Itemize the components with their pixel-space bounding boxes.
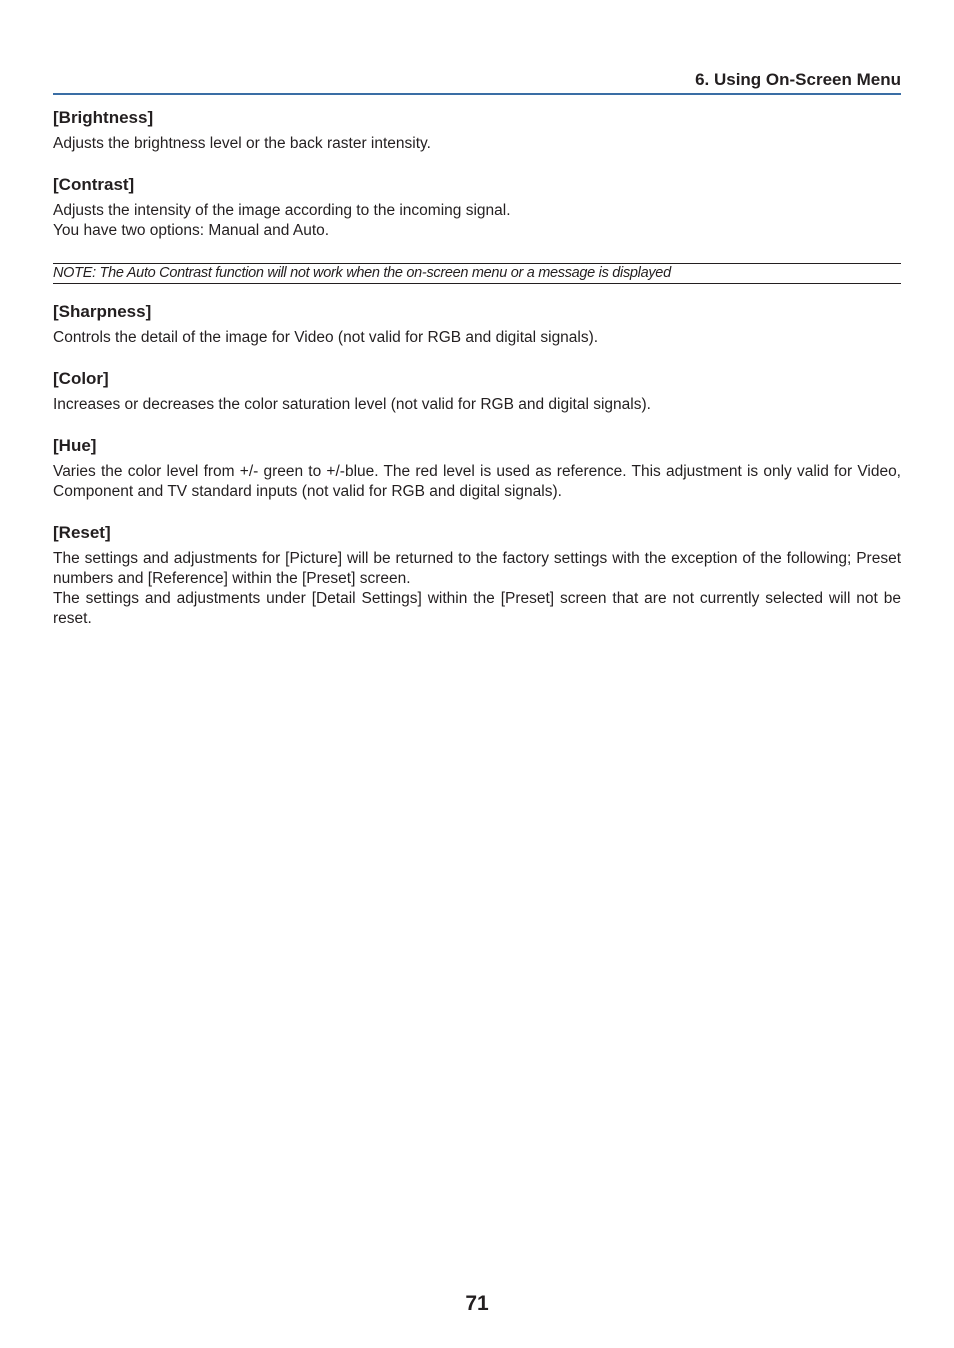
section-body	[53, 462, 901, 502]
paragraph: Varies the color level from +/- green to +/-blue. The red level is used as reference. This adjustment is only valid for Video, Component and TV standard inputs (not valid for RGB and digital signals).	[53, 463, 901, 500]
document-page	[53, 0, 901, 1348]
section-body	[53, 549, 901, 629]
section-title: [Brightness]	[53, 108, 154, 127]
section-hue	[53, 436, 901, 502]
section-sharpness	[53, 302, 901, 348]
section-contrast	[53, 175, 901, 241]
section-title: [Sharpness]	[53, 302, 152, 321]
section-body	[53, 328, 901, 348]
running-header: 6. Using On-Screen Menu	[695, 70, 901, 89]
section-brightness	[53, 108, 901, 154]
section-title: [Hue]	[53, 436, 97, 455]
section-reset	[53, 523, 901, 629]
section-body	[53, 134, 901, 154]
paragraph: Adjusts the intensity of the image according to the incoming signal.	[53, 202, 511, 219]
paragraph: You have two options: Manual and Auto.	[53, 222, 330, 239]
page-number: 71	[465, 1292, 489, 1315]
section-title: [Color]	[53, 369, 109, 388]
paragraph: Adjusts the brightness level or the back raster intensity.	[53, 135, 431, 152]
header-rule	[53, 93, 901, 95]
paragraph: Controls the detail of the image for Video (not valid for RGB and digital signals).	[53, 329, 599, 346]
note-box: NOTE: The Auto Contrast function will not work when the on-screen menu or a message is displayed	[53, 263, 901, 284]
paragraph: Increases or decreases the color saturation level (not valid for RGB and digital signals).	[53, 396, 651, 413]
section-color	[53, 369, 901, 415]
section-body	[53, 201, 901, 241]
section-title: [Reset]	[53, 523, 111, 542]
section-body	[53, 395, 901, 415]
page-content	[53, 108, 901, 629]
section-title: [Contrast]	[53, 175, 135, 194]
paragraph: The settings and adjustments for [Picture] will be returned to the factory settings with the exception of the following; Preset numbers and [Reference] within the [Preset] screen.	[53, 550, 901, 587]
paragraph: The settings and adjustments under [Detail Settings] within the [Preset] screen that are not currently selected will not be reset.	[53, 590, 901, 627]
